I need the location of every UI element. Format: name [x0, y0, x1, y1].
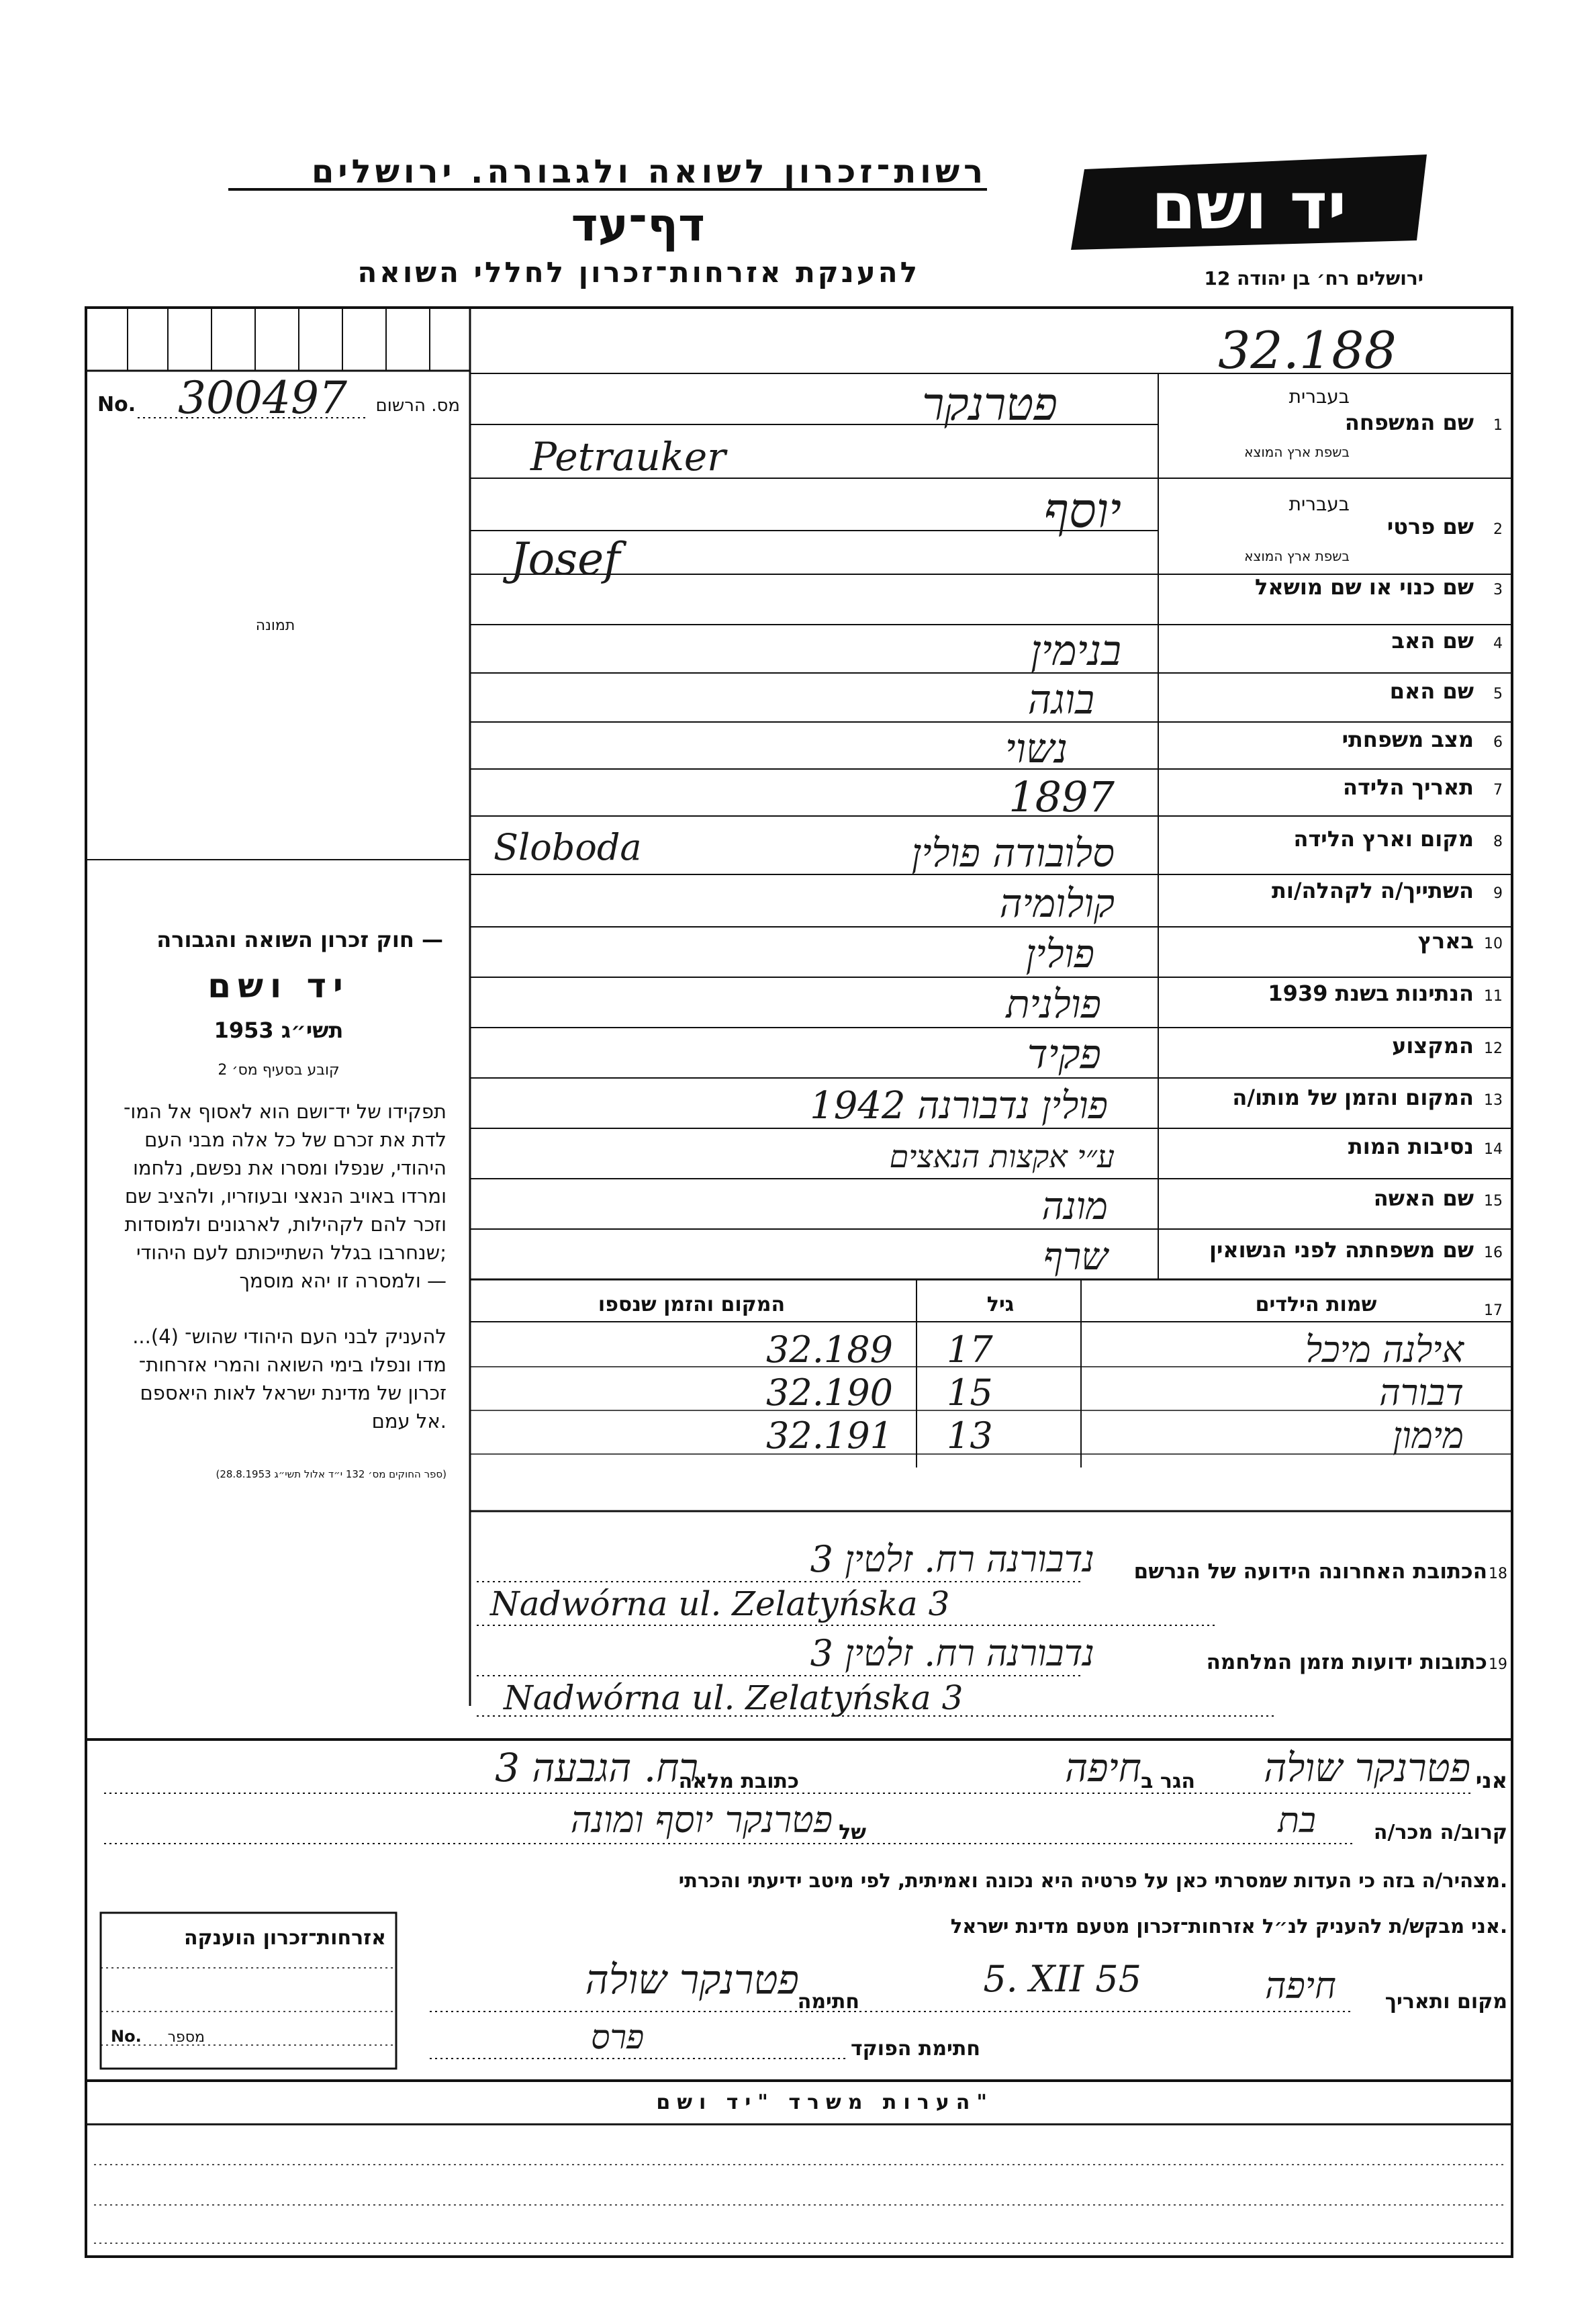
field-number: 19: [1489, 1656, 1507, 1673]
citizenship-1939-value: פולנית: [1006, 981, 1101, 1027]
law-line: תפקידו של יד־ושם הוא לאסוף אל המו־: [123, 1100, 447, 1123]
field-death-place-time: [470, 1084, 1512, 1128]
declarant-label-i: אני: [1475, 1768, 1507, 1793]
child-name: אילנה מיכל: [1305, 1328, 1464, 1371]
child-record-ref: 32.189: [766, 1328, 893, 1371]
remarks-title: הערות משרד "יד ושם": [656, 2091, 994, 2114]
law-line: ומרדו באויב הנאצי ובעוזריו, ולהציב שם: [124, 1185, 447, 1208]
field-number: 1: [1493, 417, 1503, 434]
declarant-signature: פטרנקר שולה: [585, 1956, 799, 2003]
registration-no-label: No.: [97, 393, 136, 416]
declaration-statement-2: אני מבקש/ת להעניק לנ״ל אזרחות־זכרון מטעם מדינת ישראל.: [950, 1915, 1507, 1938]
field-marital-status: [470, 725, 1512, 772]
field-number: 5: [1493, 686, 1503, 703]
field-label: שם כנוי או שם מושאל: [1254, 574, 1474, 600]
field-number: 11: [1484, 988, 1503, 1005]
field-first-name: [470, 482, 1512, 585]
declarant-label-signature: חתימה: [797, 1990, 859, 2014]
field-number: 10: [1484, 936, 1503, 952]
field-label: מקום וארץ הלידה: [1293, 826, 1474, 852]
field-profession: [470, 1031, 1512, 1078]
child-name: דבורה: [1379, 1371, 1464, 1414]
declaration: [104, 1745, 1507, 2061]
child-record-ref: 32.191: [766, 1414, 893, 1457]
child-row: [766, 1371, 1464, 1414]
yad-vashem-logo: [1071, 154, 1427, 289]
field-wife-maiden-name: [470, 1235, 1512, 1279]
officer-signature: פרס: [591, 2018, 645, 2057]
wife-name-value: מונה: [1041, 1185, 1108, 1228]
children-col-place: המקום והזמן שנספו: [598, 1293, 786, 1316]
registration-number: 300497: [178, 372, 347, 424]
children-col-age: גיל: [986, 1293, 1015, 1316]
sub-label-hebrew: בעברית: [1288, 386, 1350, 408]
child-row: [766, 1414, 1464, 1457]
field-label: תאריך הלידה: [1342, 774, 1474, 800]
field-label: בארץ: [1417, 928, 1474, 954]
declarant-address: רח. הגבעה 3: [495, 1745, 698, 1791]
first-name-hebrew: יוסף: [1043, 482, 1121, 539]
field-label: שם האב: [1391, 628, 1474, 653]
officer-signature-label: חתימת הפוקד: [851, 2037, 980, 2061]
field-number: 7: [1493, 782, 1503, 799]
surname-native: Petrauker: [530, 434, 726, 480]
law-line: לדת את זכרם של כל אלה מבני העם: [144, 1128, 447, 1151]
law-paragraph-2: [132, 1325, 447, 1433]
child-row: [766, 1328, 1465, 1371]
field-label: נסיבות המות: [1348, 1134, 1474, 1159]
registration-label: מס. הרשום: [375, 396, 460, 416]
death-circumstances-value: ע״י אקצות הנאצים: [889, 1138, 1115, 1175]
birth-place-hebrew: סלובודה פולין: [911, 830, 1115, 876]
field-surname: [470, 378, 1512, 480]
law-clause: קובע בסעיף מס׳ 2: [218, 1062, 340, 1079]
field-number: 4: [1493, 635, 1503, 652]
field-label: שם המשפחה: [1344, 410, 1474, 435]
profession-value: פקיד: [1027, 1031, 1101, 1078]
surname-hebrew: פטרנקר: [921, 378, 1058, 431]
war-address-hebrew: נדבורנה רח. זלטין 3: [810, 1632, 1094, 1674]
field-number: 16: [1484, 1245, 1503, 1261]
citizenship-box: [101, 1913, 396, 2069]
law-box: [124, 927, 447, 1480]
field-label: שם משפחתה לפני הנשואין: [1209, 1237, 1474, 1263]
field-number: 18: [1489, 1566, 1507, 1582]
field-number: 8: [1493, 833, 1503, 850]
child-age: 13: [947, 1414, 993, 1457]
field-label: כתובות ידועות מזמן המלחמה: [1206, 1650, 1487, 1674]
children-table: [470, 1279, 1512, 1467]
field-nickname: [470, 574, 1512, 625]
birth-place-native: Sloboda: [494, 826, 642, 868]
law-citation: (ספר החוקים מס׳ 132 י״ד אלול תשי״ג 28.8.1953): [216, 1468, 447, 1480]
child-name: מימון: [1393, 1414, 1464, 1457]
first-name-native: Josef: [510, 533, 620, 585]
field-label: שם פרטי: [1387, 514, 1474, 539]
field-number: 6: [1493, 734, 1503, 751]
field-birth-date: [470, 772, 1512, 821]
field-number: 9: [1493, 885, 1503, 902]
law-line: היהודי, שנפלו ומסרו את נפשם, נלחמו: [132, 1157, 447, 1179]
father-name-value: בנימין: [1030, 626, 1121, 675]
remarks-lines: [94, 2165, 1504, 2243]
law-year: תשי״ג 1953: [214, 1018, 344, 1043]
declarant-label-of: של: [839, 1821, 866, 1844]
field-number: 3: [1493, 582, 1503, 598]
field-number: 14: [1484, 1141, 1503, 1158]
law-line: ולמסרה זו יהא מוסמך —: [239, 1269, 447, 1292]
field-label: שם האם: [1389, 678, 1474, 704]
last-address-native: Nadwórna ul. Zelatyńska 3: [490, 1584, 950, 1623]
law-line: אל עמם.: [371, 1410, 447, 1433]
law-title: חוק זכרון השואה והגבורה —: [156, 927, 443, 952]
field-number: 2: [1493, 521, 1503, 538]
declarant-name: פטרנקר שולה: [1264, 1745, 1470, 1791]
last-address-hebrew: נדבורנה רח. זלטין 3: [810, 1538, 1094, 1580]
country-value: פולין: [1025, 931, 1094, 977]
law-paragraph-1: [124, 1100, 447, 1292]
field-label: המקצוע: [1392, 1033, 1474, 1058]
field-number: 12: [1484, 1040, 1503, 1057]
child-age: 17: [947, 1328, 993, 1371]
declarant-date: 5. XII 55: [983, 1958, 1141, 2000]
field-number: 13: [1484, 1092, 1503, 1109]
logo-address: ירושלים רח׳ בן יהודה 12: [1204, 267, 1423, 289]
photo-label: תמונה: [255, 617, 295, 634]
wife-maiden-name-value: שרף: [1043, 1235, 1108, 1279]
child-age: 15: [947, 1371, 993, 1414]
field-father-name: [470, 626, 1512, 675]
field-death-circumstances: [470, 1134, 1512, 1179]
field-wife-name: [470, 1185, 1512, 1229]
birth-date-value: 1897: [1008, 772, 1115, 821]
sub-label-native: בשפת ארץ המוצא: [1244, 444, 1350, 460]
law-line: ...(4) להעניק לבני העם היהודי שהוש־: [132, 1325, 447, 1348]
field-label: הכתובת האחרונה הידועה של הנרשם: [1133, 1560, 1487, 1584]
field-mother-name: [470, 676, 1512, 723]
declarant-relation: בת: [1278, 1801, 1316, 1841]
authority-title: רשות־זכרון לשואה ולגבורה. ירושלים: [311, 153, 987, 191]
declarant-label-resides: הגר ב: [1141, 1770, 1195, 1793]
field-number: 15: [1484, 1193, 1503, 1210]
field-label: המקום והזמן של מותו/ה: [1232, 1085, 1474, 1110]
field-citizenship-1939: [470, 981, 1512, 1028]
field-label: מצב משפחתי: [1342, 727, 1474, 752]
sub-label-native: בשפת ארץ המוצא: [1244, 548, 1350, 564]
child-record-ref: 32.190: [766, 1371, 893, 1414]
field-community: [470, 878, 1512, 927]
field-label: השתייך/ה לקהלה/ות: [1271, 878, 1474, 903]
field-birth-place: [470, 826, 1512, 876]
declarant-label-place-date: מקום ותאריך: [1384, 1990, 1507, 2014]
form-title: דף־עד: [571, 199, 705, 252]
law-line: מדו ונפלו בימי השואה והמרי אזרחות־: [138, 1353, 447, 1376]
declarant-place: חיפה: [1264, 1964, 1336, 2007]
war-address-native: Nadwórna ul. Zelatyńska 3: [504, 1678, 964, 1717]
field-label: הנתינות בשנת 1939: [1268, 981, 1474, 1006]
law-line: שנחרבו בגלל השתייכותם לעם היהודי;: [136, 1241, 447, 1264]
death-place-value: פולין נדבורנה 1942: [810, 1084, 1108, 1128]
citizenship-box-title: אזרחות־זכרון הוענקה: [183, 1926, 386, 1950]
declaration-statement-1: מצהיר/ה בזה כי העדות שמסרתי כאן על פרטיה היא נכונה ואמיתית, לפי מיטב ידיעתי והכרתי.: [678, 1869, 1507, 1892]
declarant-label-relative: קרוב/ה מכר/ה: [1373, 1821, 1507, 1844]
mother-name-value: בוגה: [1027, 676, 1094, 723]
citizenship-box-no: No.: [111, 2027, 142, 2046]
field-country: [470, 928, 1512, 977]
form-subtitle: להענקת אזרחות־זכרון לחללי השואה: [357, 256, 920, 289]
field-last-address: [477, 1538, 1507, 1625]
law-line: זכרון של מדינת ישראל לאות היאספם: [140, 1382, 447, 1404]
field-label: שם האשה: [1373, 1185, 1474, 1211]
citizenship-box-number-label: מספר: [167, 2029, 205, 2046]
children-col-names: שמות הילדים: [1255, 1293, 1377, 1316]
law-line: וזכר להם לקהילות, לארגונים ולמוסדות: [124, 1213, 447, 1236]
declarant-city: חיפה: [1065, 1745, 1141, 1791]
community-value: קולומיה: [999, 880, 1115, 926]
field-number: 17: [1484, 1302, 1503, 1319]
field-war-addresses: [477, 1632, 1507, 1717]
declarant-label-address: כתובת מלאה: [678, 1770, 799, 1793]
marital-status-value: נשוי: [1004, 725, 1068, 772]
record-number: 32.188: [1218, 320, 1397, 380]
registration-grid: [128, 308, 430, 371]
law-name: יד ושם: [207, 966, 350, 1005]
sub-label-hebrew: בעברית: [1288, 493, 1350, 515]
declarant-relation-of: פטרנקר יוסף ומונה: [570, 1799, 833, 1841]
logo-text: יד ושם: [1151, 169, 1347, 244]
